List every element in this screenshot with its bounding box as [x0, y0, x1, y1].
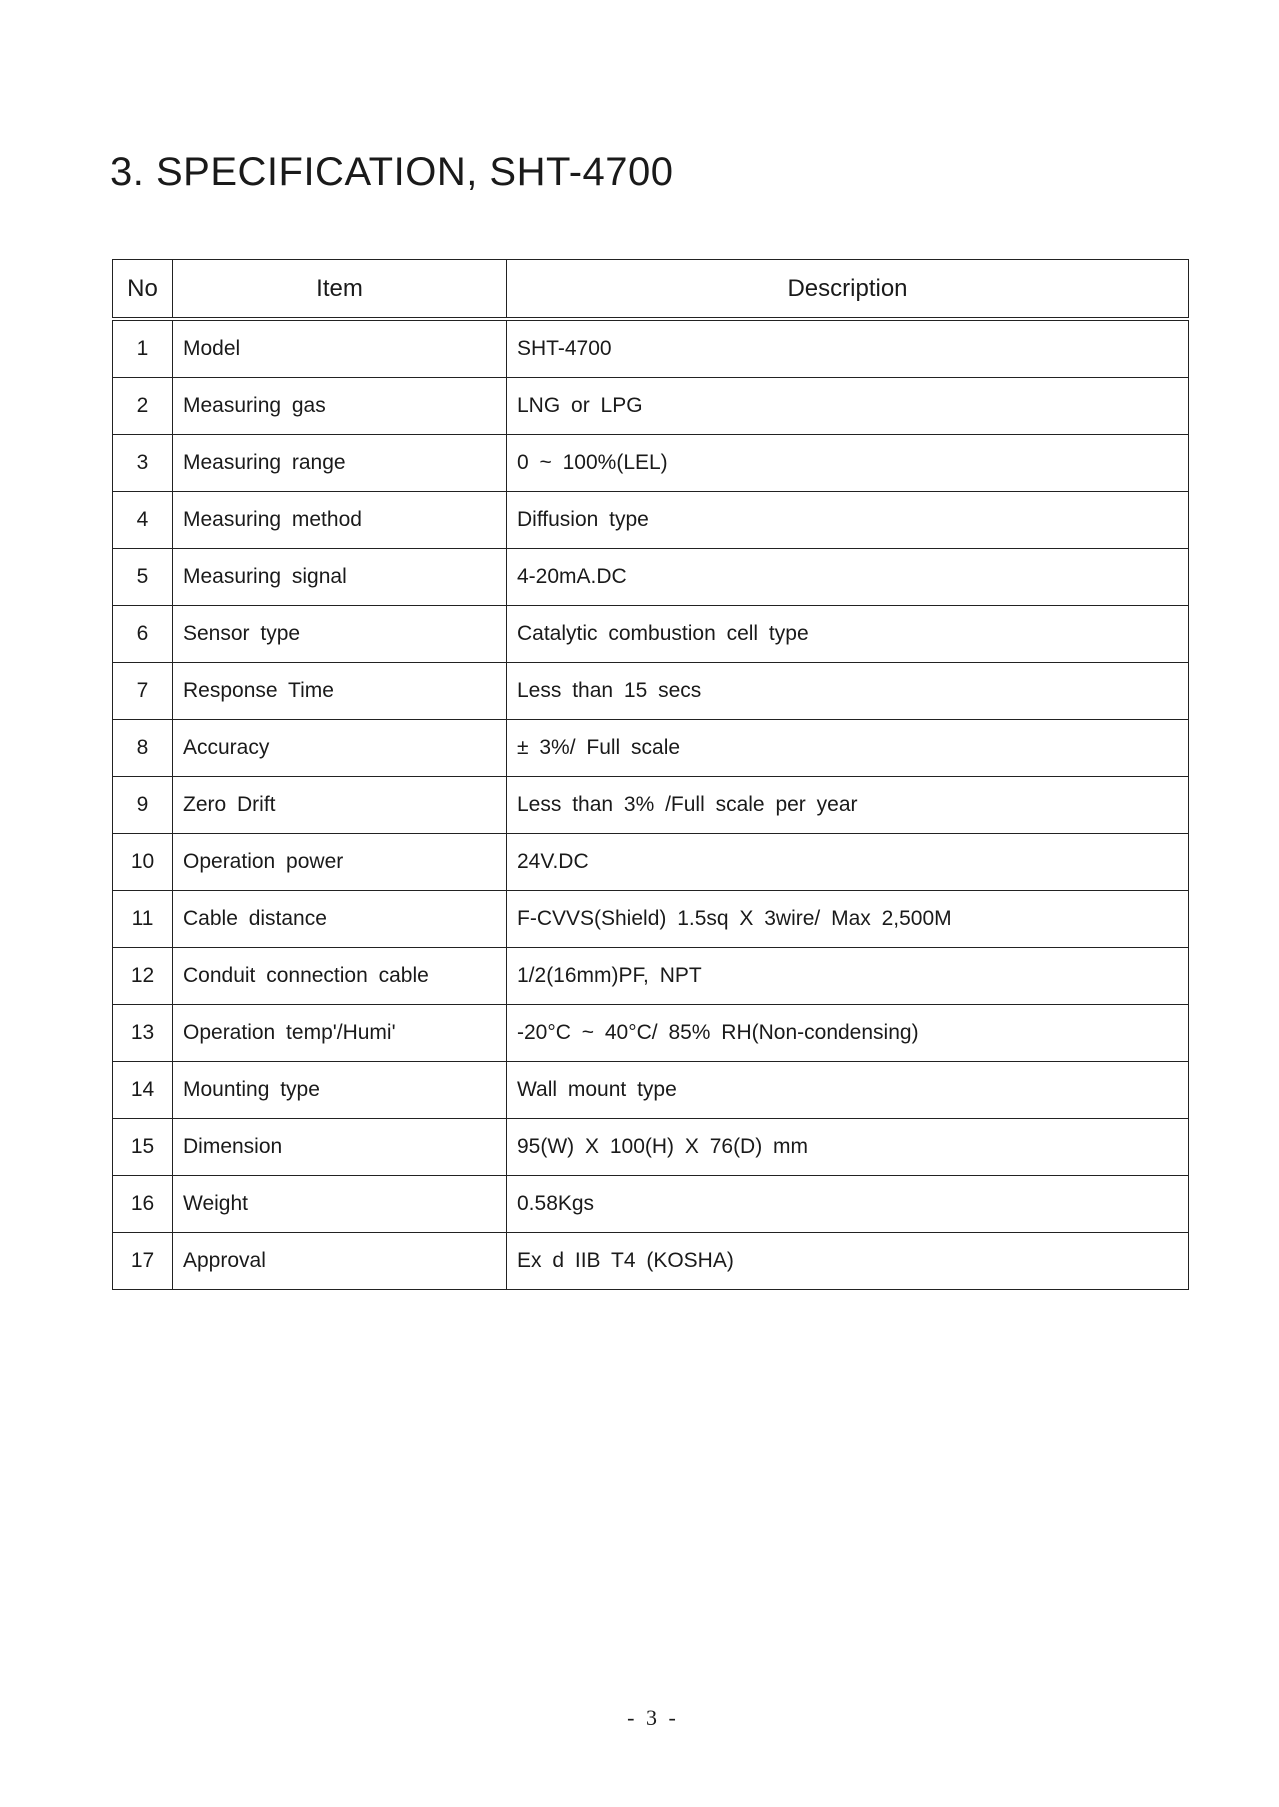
row-no: 12 [113, 948, 173, 1005]
row-item: Measuring range [173, 435, 507, 492]
row-item: Dimension [173, 1119, 507, 1176]
row-item: Approval [173, 1233, 507, 1290]
header-no: No [113, 260, 173, 320]
row-item: Mounting type [173, 1062, 507, 1119]
row-item: Weight [173, 1176, 507, 1233]
page-title: 3. SPECIFICATION, SHT-4700 [110, 150, 674, 194]
row-no: 4 [113, 492, 173, 549]
row-no: 8 [113, 720, 173, 777]
row-no: 6 [113, 606, 173, 663]
row-description: ± 3%/ Full scale [507, 720, 1189, 777]
row-no: 17 [113, 1233, 173, 1290]
table-row [113, 1062, 1189, 1119]
row-description: -20°C ~ 40°C/ 85% RH(Non-condensing) [507, 1005, 1189, 1062]
row-no: 7 [113, 663, 173, 720]
row-item: Cable distance [173, 891, 507, 948]
table-row [113, 606, 1189, 663]
row-no: 2 [113, 378, 173, 435]
row-no: 15 [113, 1119, 173, 1176]
table-row [113, 435, 1189, 492]
table-row [113, 948, 1189, 1005]
table-row [113, 492, 1189, 549]
table-header-row [113, 260, 1189, 320]
row-description: 95(W) X 100(H) X 76(D) mm [507, 1119, 1189, 1176]
table-row [113, 319, 1189, 378]
table-row [113, 549, 1189, 606]
row-no: 3 [113, 435, 173, 492]
row-item: Accuracy [173, 720, 507, 777]
row-item: Measuring method [173, 492, 507, 549]
table-row [113, 834, 1189, 891]
row-item: Zero Drift [173, 777, 507, 834]
row-description: Wall mount type [507, 1062, 1189, 1119]
specification-table [112, 259, 1189, 1290]
row-description: 0.58Kgs [507, 1176, 1189, 1233]
row-item: Operation power [173, 834, 507, 891]
row-item: Measuring signal [173, 549, 507, 606]
row-description: Less than 3% /Full scale per year [507, 777, 1189, 834]
row-no: 11 [113, 891, 173, 948]
table-row [113, 777, 1189, 834]
row-description: Diffusion type [507, 492, 1189, 549]
table-row [113, 1005, 1189, 1062]
row-description: SHT-4700 [507, 319, 1189, 378]
row-no: 13 [113, 1005, 173, 1062]
table-row [113, 378, 1189, 435]
row-no: 16 [113, 1176, 173, 1233]
row-item: Measuring gas [173, 378, 507, 435]
row-item: Response Time [173, 663, 507, 720]
table-row [113, 1119, 1189, 1176]
row-no: 5 [113, 549, 173, 606]
table-row [113, 1233, 1189, 1290]
table-row [113, 720, 1189, 777]
header-item: Item [173, 260, 507, 320]
row-no: 14 [113, 1062, 173, 1119]
page-number: - 3 - [627, 1705, 676, 1730]
header-description: Description [507, 260, 1189, 320]
row-item: Operation temp'/Humi' [173, 1005, 507, 1062]
table-row [113, 663, 1189, 720]
row-description: LNG or LPG [507, 378, 1189, 435]
row-no: 9 [113, 777, 173, 834]
row-description: Ex d IIB T4 (KOSHA) [507, 1233, 1189, 1290]
row-description: Less than 15 secs [507, 663, 1189, 720]
row-description: F-CVVS(Shield) 1.5sq X 3wire/ Max 2,500M [507, 891, 1189, 948]
row-description: Catalytic combustion cell type [507, 606, 1189, 663]
row-item: Model [173, 319, 507, 378]
row-description: 4-20mA.DC [507, 549, 1189, 606]
table-row [113, 891, 1189, 948]
row-no: 1 [113, 319, 173, 378]
row-item: Sensor type [173, 606, 507, 663]
row-no: 10 [113, 834, 173, 891]
row-description: 0 ~ 100%(LEL) [507, 435, 1189, 492]
row-description: 24V.DC [507, 834, 1189, 891]
row-description: 1/2(16mm)PF, NPT [507, 948, 1189, 1005]
table-row [113, 1176, 1189, 1233]
row-item: Conduit connection cable [173, 948, 507, 1005]
